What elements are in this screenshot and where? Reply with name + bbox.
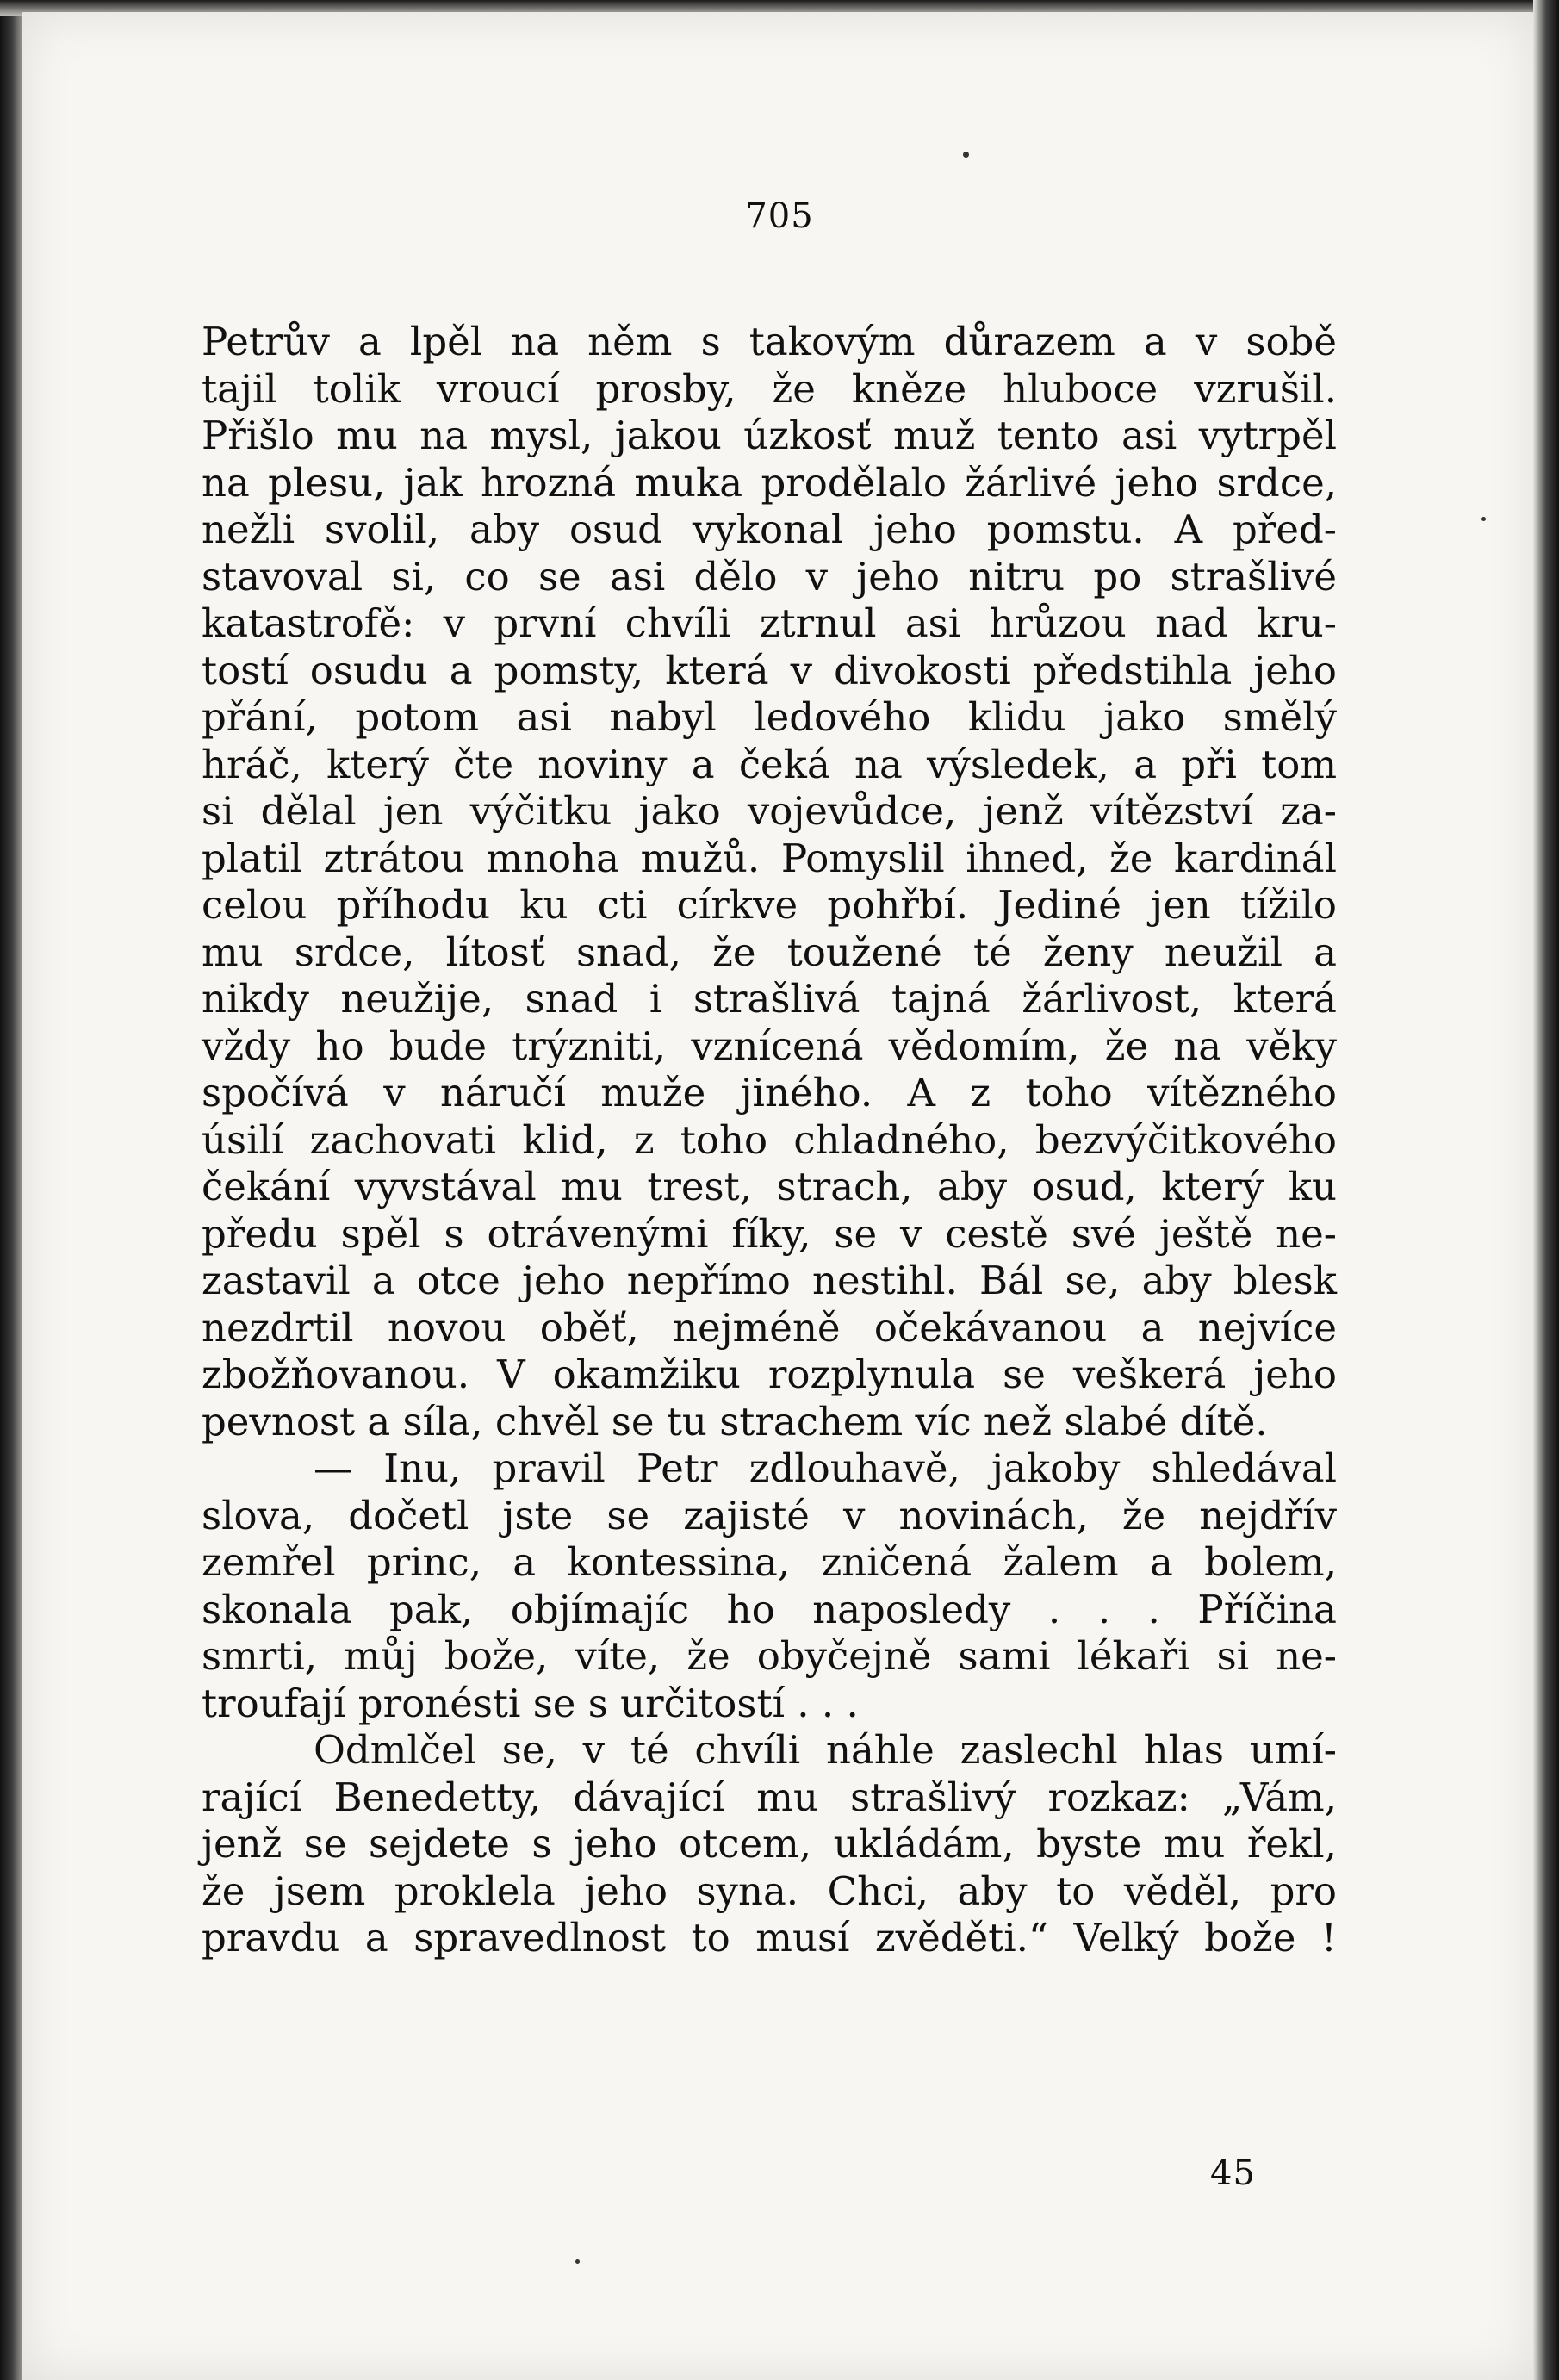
text-line: hráč, který čte noviny a čeká na výsledek, a při tom bbox=[202, 741, 1337, 787]
text-line: Přišlo mu na mysl, jakou úzkosť muž tento asi vytrpěl bbox=[202, 413, 1337, 458]
signature-mark: 45 bbox=[1210, 2153, 1256, 2193]
text-line: celou příhodu ku cti církve pohřbí. Jediné jen tížilo bbox=[202, 882, 1337, 928]
text-line: nežli svolil, aby osud vykonal jeho pomstu. A před- bbox=[202, 506, 1337, 552]
paper-speck bbox=[575, 2259, 580, 2264]
text-line: spočívá v náručí muže jiného. A z toho vítězného bbox=[202, 1070, 1337, 1115]
text-line: předu spěl s otrávenými fíky, se v cestě své ještě ne- bbox=[202, 1210, 1337, 1257]
text-line: pravdu a spravedlnost to musí zvěděti.“ Velký bože ! bbox=[202, 1915, 1337, 1961]
text-line: si dělal jen výčitku jako vojevůdce, jenž vítězství za- bbox=[202, 788, 1337, 834]
text-line: na plesu, jak hrozná muka prodělalo žárlivé jeho srdce, bbox=[202, 459, 1337, 506]
text-line: zbožňovanou. V okamžiku rozplynula se veškerá jeho bbox=[202, 1352, 1337, 1397]
text-line: smrti, můj bože, víte, že obyčejně sami lékaři si ne- bbox=[202, 1633, 1337, 1679]
text-line: stavoval si, co se asi dělo v jeho nitru po strašlivé bbox=[202, 553, 1337, 600]
text-line: katastrofě: v první chvíli ztrnul asi hrůzou nad kru- bbox=[202, 600, 1337, 646]
page-number: 705 bbox=[745, 196, 814, 236]
text-line: nezdrtil novou oběť, nejméně očekávanou a nejvíce bbox=[202, 1304, 1337, 1351]
text-line: platil ztrátou mnoha mužů. Pomyslil ihned, že kardinál bbox=[202, 835, 1337, 881]
text-line: Petrův a lpěl na něm s takovým důrazem a v sobě bbox=[202, 319, 1337, 364]
text-line: Odmlčel se, v té chvíli náhle zaslechl hlas umí- bbox=[314, 1727, 1337, 1773]
paper-speck bbox=[963, 152, 969, 158]
text-line: mu srdce, lítosť snad, že toužené té ženy neužil a bbox=[202, 929, 1337, 975]
paper-speck bbox=[1481, 517, 1486, 521]
text-line: zastavil a otce jeho nepřímo nestihl. Bál se, aby blesk bbox=[202, 1258, 1337, 1303]
text-line: úsilí zachovati klid, z toho chladného, bezvýčitkového bbox=[202, 1116, 1337, 1163]
text-line: vždy ho bude trýzniti, vznícená vědomím, že na věky bbox=[202, 1022, 1337, 1069]
page-body-text bbox=[202, 319, 1337, 1962]
text-line: zemřel princ, a kontessina, zničená žalem a bolem, bbox=[202, 1539, 1337, 1585]
text-line: čekání vyvstával mu trest, strach, aby osud, který ku bbox=[202, 1164, 1337, 1209]
text-line: přání, potom asi nabyl ledového klidu jako smělý bbox=[202, 694, 1337, 740]
text-line: tostí osudu a pomsty, která v divokosti předstihla jeho bbox=[202, 647, 1337, 693]
text-line: troufají pronésti se s určitostí . . . bbox=[202, 1680, 859, 1726]
text-line: že jsem proklela jeho syna. Chci, aby to věděl, pro bbox=[202, 1867, 1337, 1914]
text-line: rající Benedetty, dávající mu strašlivý rozkaz: „Vám, bbox=[202, 1774, 1337, 1820]
text-line: jenž se sejdete s jeho otcem, ukládám, byste mu řekl, bbox=[202, 1821, 1337, 1867]
text-line: slova, dočetl jste se zajisté v novinách, že nejdřív bbox=[202, 1492, 1337, 1538]
scan-border-right bbox=[1533, 0, 1559, 2380]
text-line: pevnost a síla, chvěl se tu strachem víc než slabé dítě. bbox=[202, 1398, 1268, 1445]
text-line: — Inu, pravil Petr zdlouhavě, jakoby shledával bbox=[314, 1445, 1337, 1491]
text-line: nikdy neužije, snad i strašlivá tajná žárlivost, která bbox=[202, 976, 1337, 1022]
text-line: skonala pak, objímajíc ho naposledy . . . Příčina bbox=[202, 1586, 1337, 1632]
text-line: tajil tolik vroucí prosby, že kněze hluboce vzrušil. bbox=[202, 365, 1337, 412]
